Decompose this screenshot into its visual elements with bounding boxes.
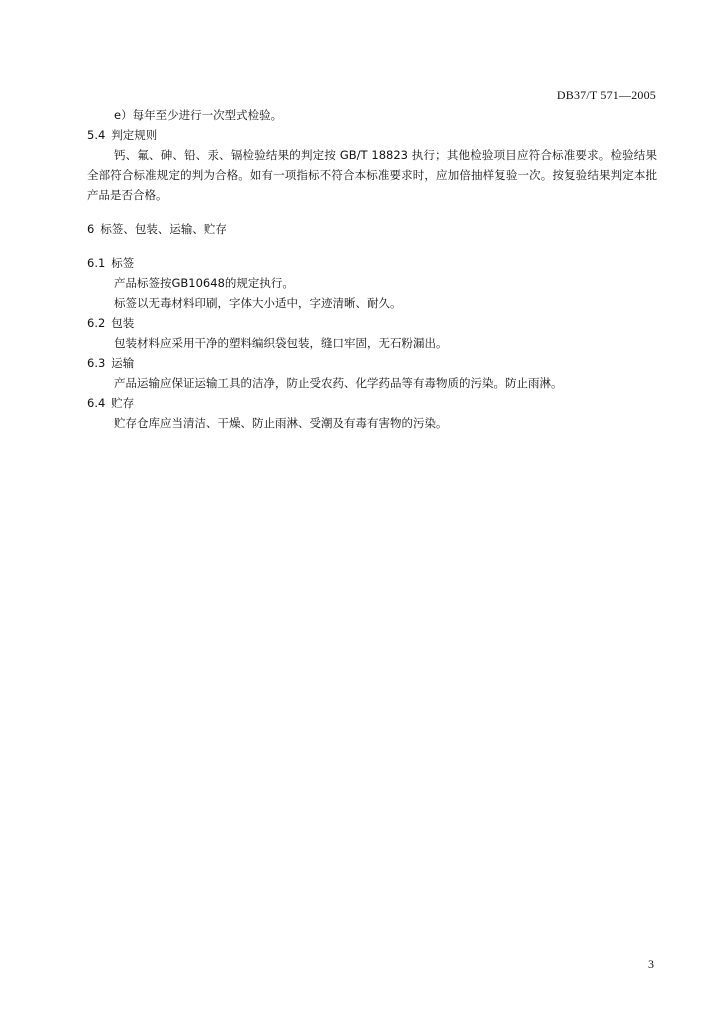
- section-number: 5.4: [87, 128, 106, 142]
- section-title: 判定规则: [111, 128, 158, 142]
- section-number: 6.4: [87, 396, 106, 410]
- section-6-heading: [87, 219, 657, 239]
- section-6-1-heading: [87, 253, 657, 273]
- section-title: 贮存: [111, 396, 135, 410]
- spacer: [87, 239, 657, 253]
- section-6-3-heading: [87, 353, 657, 373]
- section-title: 运输: [111, 356, 135, 370]
- section-6-3-line-1: 产品运输应保证运输工具的洁净，防止受农药、化学药品等有毒物质的污染。防止雨淋。: [114, 376, 563, 390]
- page-number: 3: [648, 957, 654, 971]
- section-number: 6.2: [87, 316, 106, 330]
- section-6-2-line-1: 包装材料应采用干净的塑料编织袋包装，缝口牢固，无石粉漏出。: [114, 336, 448, 350]
- section-6-4-line-1: 贮存仓库应当清洁、干燥、防止雨淋、受潮及有毒有害物的污染。: [114, 416, 448, 430]
- section-5-4-paragraph: 钙、氟、砷、铅、汞、镉检验结果的判定按 GB/T 18823 执行；其他检验项目应符合标准要求。检验结果全部符合标准规定的判为合格。如有一项指标不符合本标准要求时，应加倍抽样复验一次。按复验结果判定本批产品是否合格。: [87, 148, 657, 202]
- section-5-4-heading: [87, 125, 657, 145]
- spacer: [87, 205, 657, 219]
- section-title: 标签、包装、运输、贮存: [100, 222, 227, 236]
- inspection-item-e: e）每年至少进行一次型式检验。: [114, 108, 283, 122]
- section-title: 标签: [111, 256, 135, 270]
- document-body: [87, 105, 657, 433]
- section-6-1-line-2: 标签以无毒材料印刷，字体大小适中，字迹清晰、耐久。: [114, 296, 402, 310]
- section-title: 包装: [111, 316, 135, 330]
- standard-code-header: DB37/T 571—2005: [556, 88, 656, 102]
- section-6-1-line-1: 产品标签按GB10648的规定执行。: [114, 276, 294, 290]
- section-number: 6: [87, 222, 95, 236]
- section-6-4-heading: [87, 393, 657, 413]
- section-number: 6.3: [87, 356, 106, 370]
- section-6-2-heading: [87, 313, 657, 333]
- section-number: 6.1: [87, 256, 106, 270]
